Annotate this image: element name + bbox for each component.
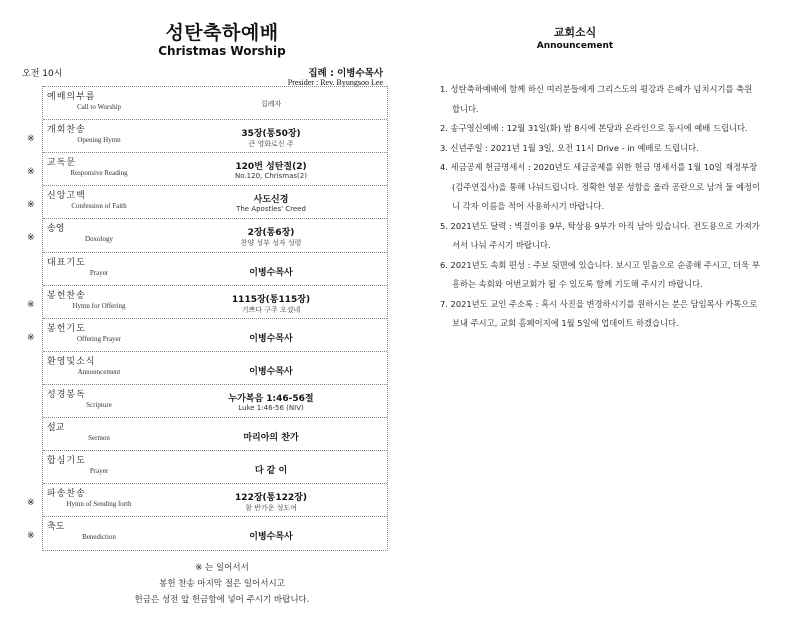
- item-main: 이병수목사: [249, 366, 293, 377]
- item-main: 사도신경: [253, 195, 289, 206]
- worship-item: [27, 185, 387, 219]
- item-name: 봉헌기도: [47, 323, 86, 334]
- worship-item: [27, 483, 387, 517]
- item-name-english: Scripture: [86, 400, 112, 409]
- item-name-english: Announcement: [77, 367, 121, 376]
- worship-item: [27, 318, 387, 352]
- worship-item: [27, 152, 387, 186]
- standing-mark: ※: [27, 134, 35, 145]
- worship-item: [43, 86, 387, 120]
- order-of-worship: [27, 86, 388, 551]
- item-detail: Luke 1:46-56 (NIV): [238, 403, 304, 412]
- item-name-english: Prayer: [89, 268, 109, 277]
- service-time: 오전 10시: [22, 69, 63, 79]
- announcement-title: 교회소식: [553, 26, 597, 39]
- standing-mark: ※: [27, 200, 35, 211]
- worship-title-english: Christmas Worship: [158, 44, 286, 58]
- item-name: 송영: [47, 224, 65, 235]
- item-main: 1115장(통115장): [231, 294, 311, 305]
- item-detail: 기쁘다 구주 오셨네: [241, 305, 301, 314]
- item-detail: 찬양 성부 성자 성령: [240, 239, 302, 248]
- standing-mark: ※: [27, 233, 35, 244]
- worship-item: [27, 516, 387, 550]
- presider: 집례 : 이병수목사: [308, 68, 383, 79]
- announcement-item: 1. 성탄축하예배에 함께 하신 여러분들에게 그리스도의 평강과 은혜가 넘치시기를 축원합니다.: [440, 84, 753, 114]
- item-name: 성경봉독: [47, 389, 86, 400]
- worship-title: 성탄축하예배: [165, 22, 279, 44]
- item-main: 누가복음 1:46-56절: [228, 393, 314, 404]
- item-name: 합심기도: [47, 456, 86, 467]
- announcement-list: [440, 80, 760, 334]
- item-name-english: Opening Hymn: [77, 136, 121, 145]
- item-name: 환영및소식: [47, 356, 96, 367]
- announcement-item: 7. 2021년도 교인 주소록 : 혹시 사진을 변경하시기를 원하시는 분은 담임목사 카톡으로 보내 주시고, 교회 홈페이지에 1월 5일에 업데이트 하겠습니다.: [440, 298, 758, 328]
- announcement-title-english: Announcement: [536, 41, 614, 51]
- item-main: 2장(통6장): [247, 228, 295, 239]
- offering-box-note: 헌금은 성전 앞 헌금함에 넣어 주시기 바랍니다.: [134, 595, 310, 605]
- worship-item: [43, 351, 387, 385]
- item-name-english: Sermon: [88, 434, 110, 442]
- offering-hymn-note: 봉헌 찬송 마지막 절은 일어서시고: [159, 579, 285, 589]
- announcement-item: 4. 세금공제 헌금명세서 : 2020년도 세금공제를 위한 헌금 명세서를 1월 10일 재정부장(김주연집사)을 통해 나눠드립니다. 정확한 영문 성함을 올라 공란으로 남겨 둘 예정이니 각자 이름을 적어 사용하시기 바랍니다.: [440, 162, 760, 211]
- item-name: 설교: [47, 423, 65, 433]
- item-name: 축도: [47, 522, 65, 533]
- standing-mark: ※: [27, 167, 35, 178]
- item-main: 이병수목사: [249, 267, 293, 278]
- item-name-english: Prayer: [89, 467, 109, 476]
- item-name: 개회찬송: [47, 125, 86, 136]
- standing-mark: ※: [27, 299, 35, 310]
- worship-item: [43, 417, 387, 451]
- item-main: 35장(통50장): [241, 129, 301, 140]
- item-main: 120번 성탄절(2): [235, 162, 307, 173]
- announcement-item: 5. 2021년도 달력 : 벽걸이용 9부, 탁상용 9부가 아직 남아 있습니다. 전도용으로 가져가셔서 나눠 주시기 바랍니다.: [440, 220, 760, 250]
- worship-item: [27, 285, 387, 319]
- item-name-english: Confession of Faith: [71, 202, 127, 211]
- item-main: 이병수목사: [249, 532, 293, 543]
- item-detail: 집례자: [260, 100, 282, 108]
- item-detail: No.120, Chrismas(2): [235, 172, 307, 181]
- item-detail: 참 반가운 성도여: [245, 504, 297, 513]
- item-name-english: Responsive Reading: [70, 169, 128, 178]
- worship-item: [43, 252, 387, 286]
- item-main: 다 같 이: [254, 466, 288, 477]
- item-detail: The Apostles' Creed: [236, 205, 306, 214]
- item-name-english: Call to Worship: [76, 103, 122, 111]
- standing-mark: ※: [27, 531, 35, 542]
- item-name: 봉헌찬송: [47, 290, 86, 301]
- announcement-item: 2. 송구영신예배 : 12월 31일(화) 밤 8시에 본당과 온라인으로 동시에 예배 드립니다.: [440, 123, 748, 133]
- item-name-english: Hymn for Offering: [72, 301, 126, 310]
- item-name-english: Benediction: [82, 533, 116, 542]
- worship-item: [27, 119, 387, 153]
- item-name-english: Offering Prayer: [77, 334, 121, 343]
- item-name-english: Doxology: [85, 235, 113, 244]
- item-detail: 큰 영화로신 주: [248, 140, 294, 149]
- item-name: 대표기도: [47, 257, 86, 268]
- item-name: 파송찬송: [47, 489, 86, 500]
- presider-english: Presider : Rev. Byungsoo Lee: [287, 78, 383, 87]
- standing-mark: ※: [27, 332, 35, 343]
- standing-note: ※ 는 일어서서: [195, 563, 249, 573]
- item-name: 교독문: [47, 158, 77, 169]
- item-main: 마리아의 찬가: [243, 433, 299, 443]
- worship-item: [43, 384, 387, 418]
- announcement-item: 6. 2021년도 속회 편성 : 주보 뒷면에 있습니다. 보시고 믿음으로 순종해 주시고, 더욱 부흥하는 속회와 어번교회가 될 수 있도록 함께 기도해 주시기 바랍니다.: [440, 259, 760, 289]
- standing-mark: ※: [27, 498, 35, 509]
- item-name: 예배의부름: [47, 92, 96, 102]
- item-name: 신앙고백: [47, 191, 86, 202]
- worship-item: [43, 450, 387, 484]
- item-main: 이병수목사: [249, 333, 293, 344]
- item-main: 122장(통122장): [235, 493, 307, 504]
- announcement-item: 3. 신년주일 : 2021년 1월 3일, 오전 11시 Drive - in 예배로 드립니다.: [440, 142, 699, 153]
- item-name-english: Hymn of Sending forth: [66, 500, 132, 509]
- worship-item: [27, 218, 387, 252]
